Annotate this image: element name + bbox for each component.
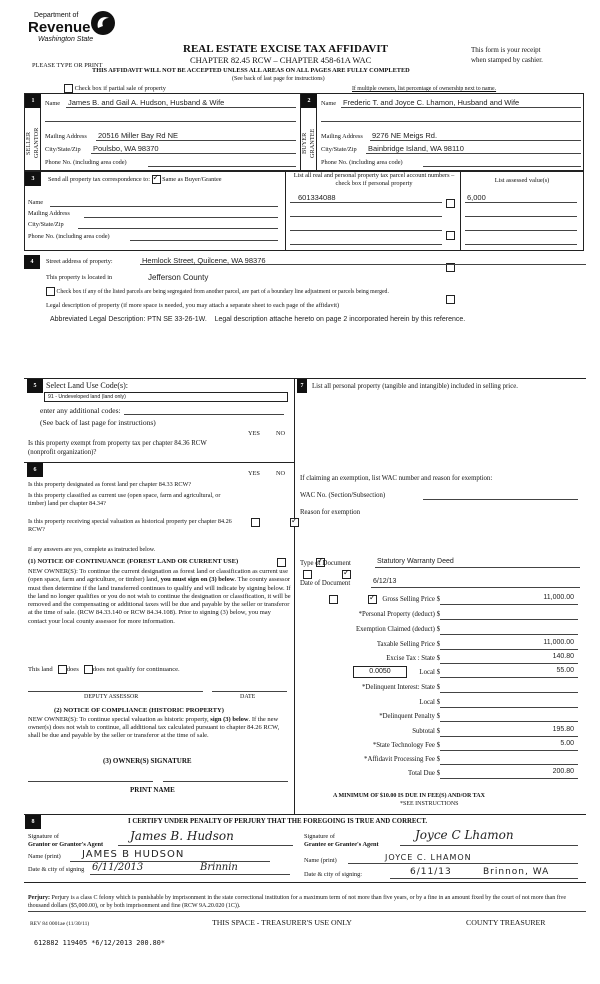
- s6-no-header: NO: [276, 470, 286, 477]
- additional-codes-field[interactable]: [124, 414, 284, 415]
- excise-tax-local-field[interactable]: 55.00: [556, 667, 574, 674]
- see-back-note: (See back of last page for instructions): [232, 76, 325, 82]
- wac-label: WAC No. (Section/Subsection): [300, 492, 386, 499]
- doc-date-label: Date of Document: [300, 580, 351, 587]
- rev-number: REV 84 0001ae (11/30/11): [30, 921, 90, 927]
- exemption-label: If claiming an exemption, list WAC number and reason for exemption:: [300, 475, 493, 482]
- treasurer-stamp: 612882 119405 *6/12/2013 200.80*: [34, 939, 165, 947]
- notice-continuance-text: NEW OWNER(S): To continue the current designation as forest land or classification as current use (open space, farm and agriculture, or timber) land, you must sign on (3) below. The county assessor must then determine if the land transferred continues to qualify and will indicate by signing below. If the land no longer qualifies or you do not wish to continue the designation or classification, it will be removed and the compensating or additional taxes will be due and payable by the seller or transferor at the time of sale. (RCW 84.33.140 or RCW 84.34.108). Prior to signing (3) below, you may contact your local county assessor for more information.: [28, 568, 291, 625]
- grantee-name-label: Name: [321, 100, 337, 107]
- taxable-selling-price-field[interactable]: 11,000.00: [543, 639, 574, 646]
- county-treasurer: COUNTY TREASURER: [466, 918, 546, 927]
- amount-label: Exemption Claimed (deduct) $: [356, 626, 440, 633]
- s5-no-header: NO: [276, 430, 286, 437]
- amount-label: *Affidavit Processing Fee $: [364, 756, 440, 763]
- please-type: PLEASE TYPE OR PRINT: [32, 62, 103, 69]
- see-instructions: *SEE INSTRUCTIONS: [400, 801, 459, 807]
- deputy-assessor-signature[interactable]: [28, 691, 203, 692]
- s6-yes-header: YES: [248, 470, 260, 477]
- legal-description-label: Legal description of property (if more space is needed, you may attach a separate sheet to each page of the affidavit): [46, 302, 340, 309]
- amount-label: *Personal Property (deduct) $: [358, 611, 440, 618]
- s5-yes-header: YES: [248, 430, 260, 437]
- land-use-see-back: (See back of last page for instructions): [40, 418, 156, 427]
- section-6-number: 6: [27, 463, 43, 477]
- assessed-value-field[interactable]: [465, 216, 577, 217]
- buyer-grantee-label: BUYER GRANTEE: [301, 128, 316, 158]
- legal-description-field[interactable]: Abbreviated Legal Description: PTN SE 33-26-1W. Legal description attache hereto on page 2 incorporated herein by this reference.: [50, 316, 466, 323]
- print-name-field[interactable]: [163, 781, 288, 782]
- current-use-yes-checkbox[interactable]: [303, 570, 312, 579]
- amount-label: *State Technology Fee $: [372, 742, 440, 749]
- minimum-note: A MINIMUM OF $10.00 IS DUE IN FEE(S) AND/OR TAX: [333, 793, 485, 799]
- grantor-mailing-label: Mailing Address: [45, 133, 87, 140]
- amount-label: Excise Tax : State $: [386, 655, 440, 662]
- grantee-name-print-field[interactable]: JOYCE C. LHAMON: [385, 853, 472, 862]
- same-as-buyer-label: Same as Buyer/Grantee: [162, 175, 222, 183]
- form-title: REAL ESTATE EXCISE TAX AFFIDAVIT: [183, 43, 388, 55]
- multiple-owners-note: If multiple owners, list percentage of ownership next to name.: [352, 86, 497, 92]
- amount-label: Gross Selling Price $: [382, 596, 440, 603]
- corr-name-label: Name: [28, 199, 44, 206]
- grantor-phone-label: Phone No. (including area code): [45, 159, 127, 166]
- grantor-name-print-label: Name (print): [28, 853, 61, 860]
- certify-statement: I CERTIFY UNDER PENALTY OF PERJURY THAT THE FOREGOING IS TRUE AND CORRECT.: [128, 818, 428, 825]
- seller-grantor-label: SELLER GRANTOR: [25, 127, 40, 159]
- excise-tax-state-field[interactable]: 140.80: [552, 653, 574, 660]
- corr-mailing-field[interactable]: [84, 217, 278, 218]
- section-3-number: 3: [25, 172, 41, 186]
- print-name-label: PRINT NAME: [130, 786, 175, 794]
- grantee-mailing-field[interactable]: 9276 NE Meigs Rd.: [372, 131, 438, 140]
- wac-field[interactable]: [423, 499, 578, 500]
- technology-fee-field[interactable]: 5.00: [560, 740, 574, 747]
- exempt-question: Is this property exempt from property tax per chapter 84.36 RCW (nonprofit organization)?: [28, 440, 207, 456]
- personal-property-checkbox[interactable]: [446, 295, 455, 304]
- segregated-row: [46, 287, 389, 296]
- historical-question: Is this property receiving special valuation as historical property per chapter 84.26 RCW?: [28, 518, 232, 533]
- doc-date-field[interactable]: 6/12/13: [373, 578, 397, 585]
- reason-label: Reason for exemption: [300, 509, 361, 516]
- subtotal-field[interactable]: 195.80: [552, 726, 574, 733]
- amount-label: Subtotal $: [412, 728, 440, 735]
- street-address-label: Street address of property:: [46, 258, 113, 265]
- segregated-label: Check box if any of the listed parcels are being segregated from another parcel, are part of a boundary line adjustment or parcels being merged.: [56, 288, 389, 295]
- assessed-value-field[interactable]: [465, 230, 577, 231]
- grantee-date-field[interactable]: 6/11/13: [410, 867, 452, 877]
- amount-label: Taxable Selling Price $: [376, 641, 440, 648]
- notice-compliance-title: (2) NOTICE OF COMPLIANCE (HISTORIC PROPERTY): [54, 707, 224, 714]
- total-due-field[interactable]: 200.80: [552, 768, 574, 775]
- personal-property-checkbox[interactable]: [446, 199, 455, 208]
- grantee-name-field[interactable]: Frederic T. and Joyce C. Lhamon, Husband and Wife: [343, 98, 520, 107]
- perjury-notice: Perjury: Perjury is a class C felony which is punishable by imprisonment in the state correctional institution for a maximum term of not more than five years, or by a fine in an amount fixed by the court of not more than five thousand dollars ($5,000.00), or by both imprisonment and fine (RCW 9A.20.020 (1C)).: [28, 895, 567, 909]
- assessor-date-field[interactable]: [212, 691, 287, 692]
- dor-logo: [28, 10, 118, 48]
- processing-fee-field[interactable]: [440, 764, 578, 765]
- exempt-no-checkbox[interactable]: [290, 518, 299, 527]
- delinquent-interest-local-field[interactable]: [440, 707, 578, 708]
- county-field[interactable]: Jefferson County: [148, 273, 209, 282]
- this-land-row: This land does does not qualify for continuance.: [28, 666, 180, 674]
- grantee-city-field[interactable]: Bainbridge Island, WA 98110: [368, 144, 464, 153]
- section-7-number: 7: [297, 379, 307, 393]
- parcel-number-field[interactable]: 601334088: [298, 193, 336, 202]
- grantor-name-print-field[interactable]: JAMES B HUDSON: [82, 849, 185, 860]
- grantor-sig-label: Signature of Grantor or Grantor's Agent: [28, 833, 104, 848]
- parcel-header: List all real and personal property tax parcel account numbers – check box if personal property: [293, 172, 455, 187]
- current-use-no-checkbox[interactable]: [342, 570, 351, 579]
- corr-phone-label: Phone No. (including area code): [28, 233, 110, 240]
- parcel-number-field[interactable]: [290, 216, 442, 217]
- assessed-value-field[interactable]: 6,000: [467, 193, 486, 202]
- section-4-number: 4: [24, 255, 40, 269]
- assessed-header: List assessed value(s): [494, 177, 550, 184]
- doc-type-field[interactable]: Statutory Warranty Deed: [377, 558, 454, 565]
- form-chapters: CHAPTER 82.45 RCW – CHAPTER 458-61A WAC: [190, 55, 372, 65]
- exemption-claimed-field[interactable]: [440, 634, 578, 635]
- grantor-city-label: City/State/Zip: [45, 146, 81, 153]
- delinquent-penalty-field[interactable]: [440, 721, 578, 722]
- grantor-date-label: Date & city of signing: [28, 866, 85, 873]
- parcel-number-field[interactable]: [290, 244, 442, 245]
- additional-codes-label: enter any additional codes:: [40, 406, 121, 415]
- forest-land-question: Is this property designated as forest land per chapter 84.33 RCW?: [28, 481, 192, 488]
- amount-label: *Delinquent Penalty $: [379, 713, 440, 720]
- grantee-mailing-label: Mailing Address: [321, 133, 363, 140]
- exempt-yes-checkbox[interactable]: [251, 518, 260, 527]
- partial-sale-checkbox[interactable]: [64, 84, 73, 93]
- segregated-checkbox[interactable]: [46, 287, 55, 296]
- corr-name-field[interactable]: [50, 206, 278, 207]
- located-in-label: This property is located in: [46, 274, 113, 281]
- same-as-buyer-checkbox[interactable]: [152, 175, 161, 184]
- land-use-label: Select Land Use Code(s):: [46, 381, 128, 390]
- assessed-value-field[interactable]: [465, 244, 577, 245]
- section-1-number: 1: [25, 94, 41, 108]
- personal-property-label: List all personal property (tangible and intangible) included in selling price.: [312, 383, 518, 390]
- assessor-date-label: DATE: [240, 694, 256, 700]
- amount-label: Local $: [419, 669, 440, 676]
- grantor-date-field[interactable]: 6/11/2013: [92, 862, 144, 873]
- grantor-signature-field[interactable]: James B. Hudson: [130, 829, 234, 843]
- receipt-note-1: This form is your receipt: [471, 46, 541, 54]
- gross-selling-price-field[interactable]: 11,000.00: [543, 594, 574, 601]
- grantor-mailing-field[interactable]: 20516 Miller Bay Rd NE: [98, 131, 179, 140]
- personal-property-checkbox[interactable]: [446, 231, 455, 240]
- section-2-number: 2: [301, 94, 317, 108]
- logo-state-text: Washington State: [38, 36, 94, 43]
- street-address-field[interactable]: Hemlock Street, Quilcene, WA 98376: [142, 256, 266, 265]
- corr-phone-field[interactable]: [130, 240, 278, 241]
- logo-revenue-text: Revenue: [28, 19, 91, 36]
- local-rate-field[interactable]: 0.0050: [353, 666, 407, 678]
- grantee-phone-field[interactable]: [423, 166, 581, 167]
- partial-sale-row: [64, 84, 166, 93]
- notice-continuance-title: (1) NOTICE OF CONTINUANCE (FOREST LAND OR CURRENT USE): [28, 558, 239, 565]
- current-use-question: Is this property classified as current use (open space, farm and agricultural, or timber) land per chapter 84.34?: [28, 492, 221, 507]
- receipt-note-2: when stamped by cashier.: [471, 56, 543, 64]
- section-8-number: 8: [25, 815, 41, 829]
- amount-label: Local $: [419, 699, 440, 706]
- grantee-city-field[interactable]: Brinnon, WA: [483, 867, 550, 877]
- grantee-signature-field[interactable]: Joyce C Lhamon: [415, 828, 514, 842]
- doc-type-label: Type of Document: [300, 560, 351, 567]
- send-correspondence-label: Send all property tax correspondence to:: [48, 175, 150, 183]
- partial-sale-label: Check box if partial sale of property: [74, 84, 166, 92]
- does-qualify-checkbox[interactable]: [58, 665, 67, 674]
- grantor-phone-field[interactable]: [148, 166, 296, 167]
- delinquent-interest-state-field[interactable]: [440, 692, 578, 693]
- amount-label: Total Due $: [408, 770, 440, 777]
- section-5-number: 5: [27, 379, 43, 393]
- logo-dept-text: Department of: [34, 12, 79, 19]
- treasurer-use-only: THIS SPACE - TREASURER'S USE ONLY: [212, 918, 352, 927]
- grantor-name-field[interactable]: James B. and Gail A. Hudson, Husband & Wife: [68, 98, 225, 107]
- grantor-city-field[interactable]: Brinnin: [200, 862, 238, 873]
- forest-land-yes-checkbox[interactable]: [277, 558, 286, 567]
- grantee-name-print-label: Name (print): [304, 857, 337, 864]
- grantee-city-label: City/State/Zip: [321, 146, 357, 153]
- personal-property-deduct-field[interactable]: [440, 619, 578, 620]
- grantee-date-label: Date & city of signing:: [304, 871, 363, 878]
- grantee-phone-label: Phone No. (including area code): [321, 159, 403, 166]
- owner-signature-label: (3) OWNER(S) SIGNATURE: [103, 757, 192, 765]
- corr-mailing-label: Mailing Address: [28, 210, 70, 217]
- grantor-city-field[interactable]: Poulsbo, WA 98370: [93, 144, 159, 153]
- amount-label: *Delinquent Interest: State $: [362, 684, 440, 691]
- does-not-qualify-checkbox[interactable]: [84, 665, 93, 674]
- deputy-assessor-label: DEPUTY ASSESSOR: [84, 694, 139, 700]
- form-warning: THIS AFFIDAVIT WILL NOT BE ACCEPTED UNLESS ALL AREAS ON ALL PAGES ARE FULLY COMPLETED: [92, 67, 410, 74]
- send-correspondence-row: [48, 175, 222, 184]
- corr-city-label: City/State/Zip: [28, 221, 64, 228]
- grantee-sig-label: Signature of Grantee or Grantee's Agent: [304, 833, 379, 848]
- land-use-select[interactable]: 91 - Undeveloped land (land only): [44, 392, 288, 402]
- if-yes-note: If any answers are yes, complete as instructed below.: [28, 547, 156, 553]
- grantor-name-label: Name: [45, 100, 61, 107]
- parcel-number-field[interactable]: [290, 230, 442, 231]
- notice-compliance-text: NEW OWNER(S): To continue special valuation as historic property, sign (3) below. If the new owner(s) does not wish to continue, all additional tax calculated pursuant to chapter 84.26 RCW, shall be due and payable by the seller or transferor at the time of sale.: [28, 716, 280, 739]
- corr-city-field[interactable]: [78, 228, 278, 229]
- owner-signature-field[interactable]: [28, 781, 153, 782]
- logo-swirl-icon: [90, 10, 116, 36]
